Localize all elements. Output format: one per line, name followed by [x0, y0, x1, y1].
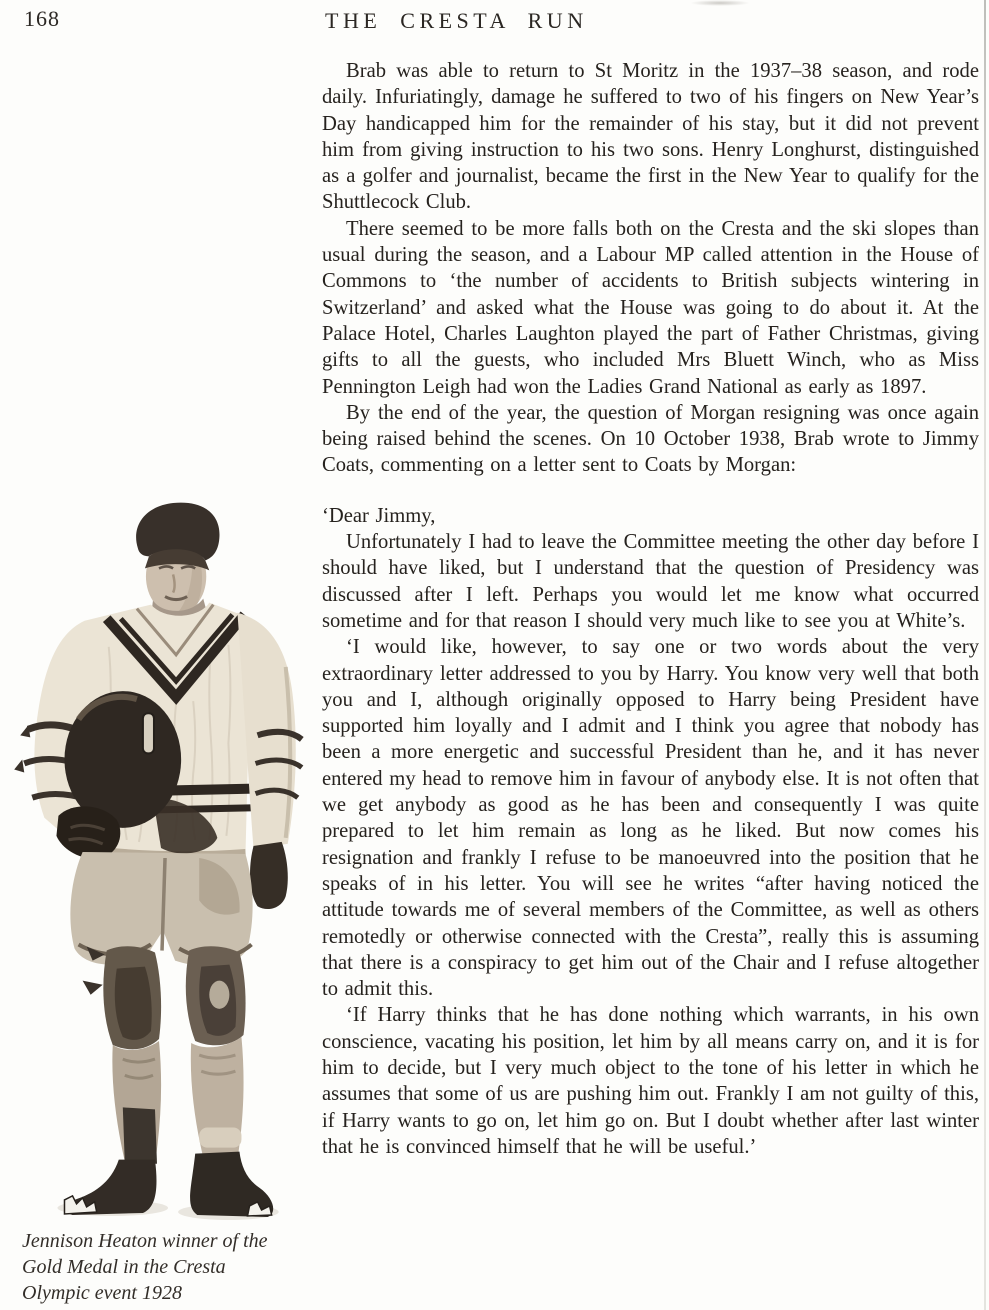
photo-caption-line-1: Jennison Heaton winner of the [22, 1230, 268, 1252]
photo-caption-line-2: Gold Medal in the Cresta [22, 1256, 226, 1278]
letter-paragraph-2: ‘I would like, however, to say one or two words about the very extraordinary letter addressed to you by Harry. You know very well that both you and I, although originally opposed to Harry being President have supported him loyally and I admit and I think you agree that nobody has been a more energetic and successful President than he, and it has never entered my head to remove him in favour of anybody else. It is not often that we get anybody as good as he has been and consequently I was quite prepared to let him remain as long as he liked. But now comes his resignation and frankly I refuse to be manoeuvred into the position that he speaks of in his letter. You will see he writes “after having noticed the attitude towards me of several members of the Committee, as well as others remotedly or otherwise connected with the Cresta”, really this is assuming that there is a conspiracy to get him out of the Chair and I refuse altogether to admit this. [322, 636, 979, 1001]
heaton-photograph [10, 496, 306, 1220]
scan-smudge [690, 0, 750, 6]
body-text-column [322, 58, 979, 1160]
photo-caption [22, 1228, 312, 1306]
letter-paragraph-1: Unfortunately I had to leave the Committee meeting the other day before I should have liked, but I understand that the question of Presidency was discussed after I left. Perhaps you would let me know what occurred sometime and for that reason I should very much like to see you at White’s. [322, 531, 979, 632]
paragraph-1: Brab was able to return to St Moritz in the 1937–38 season, and rode daily. Infuriatingly, damage he suffered to two of his fingers on New Year’s Day handicapped him for the remainder of his stay, but it did not prevent him from giving instruction to his two sons. Henry Longhurst, distinguished as a golfer and journalist, became the first in the New Year to qualify for the Shuttlecock Club. [322, 60, 979, 214]
paragraph-2: There seemed to be more falls both on the Cresta and the ski slopes than usual during the season, and a Labour MP called attention in the House of Commons to ‘the number of accidents to British subjects wintering in Switzerland’ and asked what the House was going to do about it. At the Palace Hotel, Charles Laughton played the part of Father Christmas, giving gifts to all the guests, who included Mrs Bluett Winch, who as Miss Pennington Leigh had won the Ladies Grand National as early as 1897. [322, 217, 979, 398]
letter-paragraph-3: ‘If Harry thinks that he has done nothing which warrants, in his own conscience, vacating his position, let him by all means carry on, and it is for him to decide, but I very much object to the tone of his letter in which he assumes that some of us are pushing him out. Frankly I am not guilty of this, if Harry wants to go on, let him go on. But I doubt whether after last winter that he is convinced himself that he will be useful.’ [322, 1004, 979, 1158]
running-header: THE CRESTA RUN [325, 8, 588, 33]
letter-salutation: ‘Dear Jimmy, [322, 504, 436, 527]
paragraph-3: By the end of the year, the question of Morgan resigning was once again being raised behind the scenes. On 10 October 1938, Brab wrote to Jimmy Coats, commenting on a letter sent to Coats by Morgan: [322, 401, 979, 477]
page-number: 168 [24, 6, 60, 31]
photo-caption-line-3: Olympic event 1928 [22, 1282, 182, 1304]
page-edge-shadow [984, 0, 986, 1310]
